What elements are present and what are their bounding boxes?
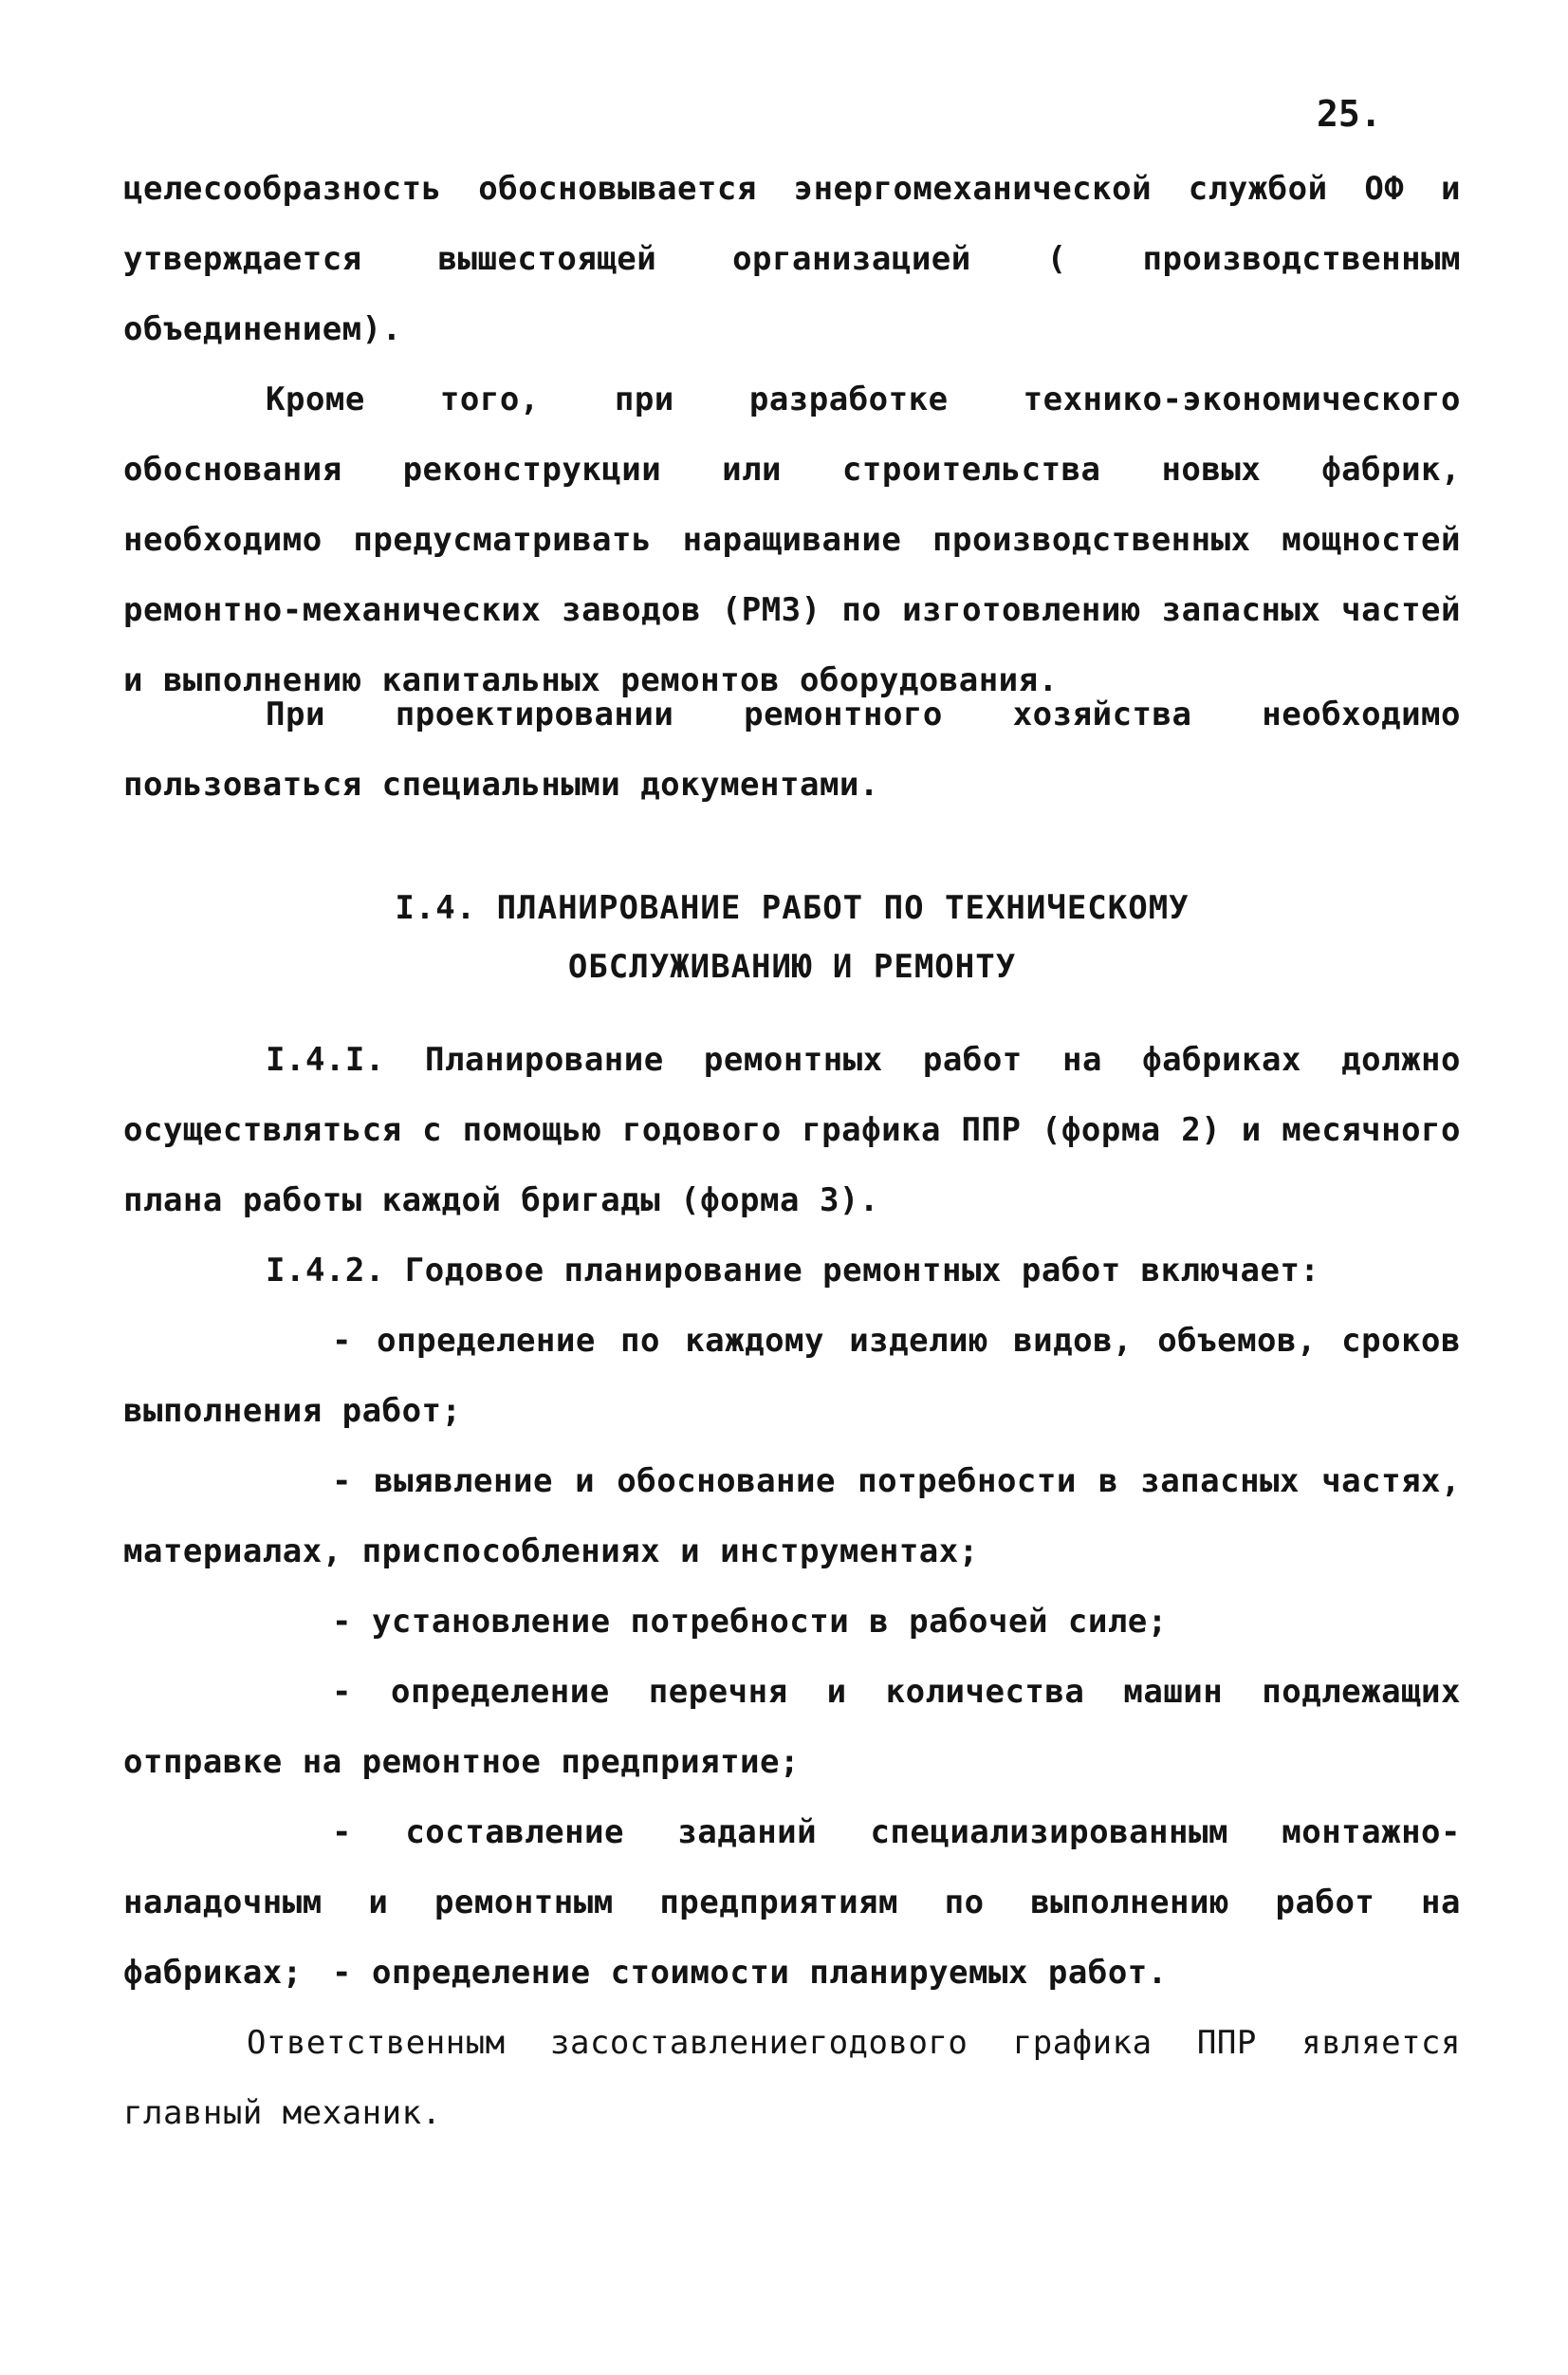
clause-1-4-1: I.4.I. Планирование ремонтных работ на фабриках должно осуществляться с помощью годового графика ППР (форма 2) и месячного плана работы каждой бригады (форма 3). (123, 1041, 1461, 1219)
page-number: 25. (1317, 93, 1382, 135)
section-heading-line-2: ОБСЛУЖИВАНИЮ И РЕМОНТУ (567, 948, 1017, 986)
list-item: - выявление и обоснование потребности в запасных частях, материалах, приспособлениях и инструментах; (123, 1462, 1461, 1570)
list-item: - составление заданий специализированным монтажно-наладочным и ремонтным предприятиям по выполнению работ на фабриках; (123, 1813, 1461, 1992)
paragraph-design: При проектировании ремонтного хозяйства необходимо пользоваться специальными документами. (123, 696, 1461, 804)
section-heading (123, 879, 1461, 996)
section-heading-line-1: I.4. ПЛАНИРОВАНИЕ РАБОТ ПО ТЕХНИЧЕСКОМУ (395, 889, 1190, 927)
list-item: - установление потребности в рабочей силе; (332, 1603, 1168, 1641)
clause-1-4-2: I.4.2. Годовое планирование ремонтных работ включает: (266, 1252, 1320, 1290)
list-item: - определение перечня и количества машин подлежащих отправке на ремонтное предприятие; (123, 1673, 1461, 1781)
list-item: - определение по каждому изделию видов, объемов, сроков выполнения работ; (123, 1322, 1461, 1430)
list-item: - определение стоимости планируемых работ. (332, 1954, 1168, 1992)
closing-paragraph: Ответственным засоставлениегодового графика ППР является главный механик. (123, 2024, 1461, 2132)
paragraph-reconstruction: Кроме того, при разработке технико-экономического обоснования реконструкции или строительства новых фабрик, необходимо предусматривать наращивание производственных мощностей ремонтно-механических заводов (РМЗ) по изготовлению запасных частей и выполнению капитальных ремонтов оборудования. (123, 380, 1461, 699)
paragraph-justification: целесообразность обосновывается энергомеханической службой ОФ и утверждается вышестоящей организацией ( производственным объединением). (123, 170, 1461, 348)
